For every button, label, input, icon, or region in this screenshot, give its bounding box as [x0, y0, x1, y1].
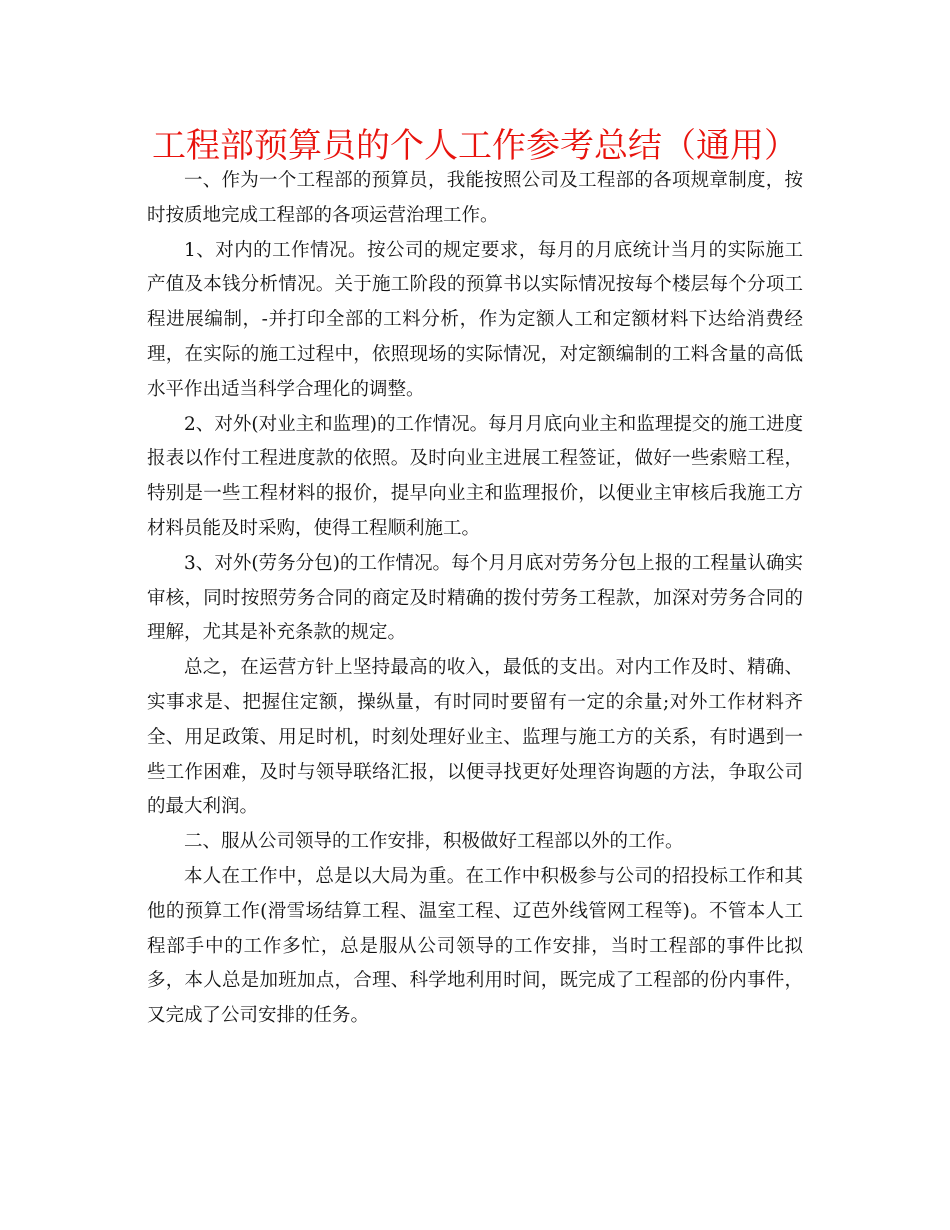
document-title: 工程部预算员的个人工作参考总结（通用） [152, 126, 798, 166]
paragraph-external-owner-supervision: 2、对外(对业主和监理)的工作情况。每月月底向业主和监理提交的施工进度报表以作付工程进度款的依照。及时向业主进展工程签证，做好一些索赔工程，特别是一些工程材料的报价，提早向业主和监理报价，以便业主审核后我施工方材料员能及时采购，使得工程顺利施工。 [147, 413, 803, 539]
document-body [147, 164, 803, 1034]
paragraph-internal-work: 1、对内的工作情况。按公司的规定要求，每月的月底统计当月的实际施工产值及本钱分析情况。关于施工阶段的预算书以实际情况按每个楼层每个分项工程进展编制，-并打印全部的工料分析，作为定额人工和定额材料下达给消费经理，在实际的施工过程中，依照现场的实际情况，对定额编制的工料含量的高低水平作出适当科学合理化的调整。 [147, 239, 803, 400]
paragraph-intro: 一、作为一个工程部的预算员，我能按照公司及工程部的各项规章制度，按时按质地完成工程部的各项运营治理工作。 [147, 170, 803, 226]
paragraph-summary: 总之，在运营方针上坚持最高的收入，最低的支出。对内工作及时、精确、实事求是、把握住定额，操纵量，有时同时要留有一定的余量;对外工作材料齐全、用足政策、用足时机，时刻处理好业主、监理与施工方的关系，有时遇到一些工作困难，及时与领导联络汇报，以便寻找更好处理咨询题的方法，争取公司的最大利润。 [147, 657, 803, 818]
paragraph-section-two-heading: 二、服从公司领导的工作安排，积极做好工程部以外的工作。 [184, 831, 684, 853]
paragraph-external-labor-subcontract: 3、对外(劳务分包)的工作情况。每个月月底对劳务分包上报的工程量认确实审核，同时按照劳务合同的商定及时精确的拨付劳务工程款，加深对劳务合同的理解，尤其是补充条款的规定。 [147, 552, 803, 644]
paragraph-section-two-body: 本人在工作中，总是以大局为重。在工作中积极参与公司的招投标工作和其他的预算工作(滑雪场结算工程、温室工程、辽芭外线管网工程等)。不管本人工程部手中的工作多忙，总是服从公司领导的工作安排，当时工程部的事件比拟多，本人总是加班加点，合理、科学地利用时间，既完成了工程部的份内事件，又完成了公司安排的任务。 [147, 865, 803, 1027]
